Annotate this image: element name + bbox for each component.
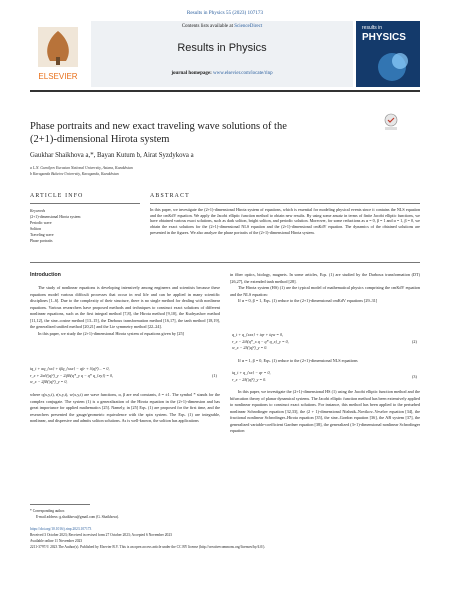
right-paragraph-1: in fiber optics, biology, magnets. In some articles, Eqs. (1) are studied by the Darboux transformation (DT) [26,27], the extended tanh method [28]. <box>230 272 420 284</box>
email-note[interactable]: E-mail address: g.shaikhova@gmail.com (G. Shaikhova). <box>36 515 119 519</box>
received-dates: Received 3 October 2023; Received in revised form 27 October 2023; Accepted 6 November 2023 <box>30 533 172 537</box>
sciencedirect-link[interactable]: ScienceDirect <box>234 24 263 29</box>
right-column-2 <box>230 358 420 365</box>
keyword-1: (2+1)-dimensional Hirota system <box>30 215 81 219</box>
journal-masthead <box>91 21 353 87</box>
license-note[interactable]: 2211-3797/© 2023 The Author(s). Published by Elsevier B.V. This is an open access article under the CC BY license (http://creativecommons.org/licenses/by/4.0/). <box>30 545 266 549</box>
equation-2-number: (2) <box>412 339 417 344</box>
right-paragraph-4: If α = 1, β = 0, Eqs. (1) reduce to the (2+1)-dimensional NLS equations <box>238 358 358 363</box>
title-line-1: Phase portraits and new exact traveling wave solutions of the <box>30 121 287 132</box>
abstract-rule-bottom <box>30 262 420 263</box>
right-column-3 <box>230 389 420 435</box>
journal-citation[interactable]: Results in Physics 55 (2023) 107173 <box>186 10 264 16</box>
header-rule <box>30 90 420 92</box>
intro-paragraph-1: The study of nonlinear equations is developing intensively among engineers and scientists because these equations model various difficult processes that occur in real life and can be applied in many scientific disciplines [1–6]. Due to the complexity of their structure, there is no single method for dealing with nonlinear equations. Various researchers have proposed methods and techniques to construct exact solutions of different nonlinear equations, such as the first integral method [7,8], the Hirota method [9,10], the Kudryashov method [11,12], the sine–cosine method [13–15], the Darboux transformation method [16,17], the tanh method [18,19], the generalized unified method [20,21] and the Lie symmetry method [22–24]. <box>30 285 220 329</box>
cover-line2: PHYSICS <box>362 32 406 43</box>
cover-line1: results in <box>362 25 383 31</box>
intro-paragraph-3: where q(x,y,t), r(x,y,t), w(x,y,t) are wave functions, α, β are real constants, δ = ±1. The symbol * stands for the complex conjugate. The system (1) is a generalization of the Hirota equation in the (2+1)-dimension and has great importance for applied mathematics [25]. Namely, in [25] Eqs. (1) are proposed for the first time, and the researchers presented the gauge/geometric equivalence with the spin system. The Eqs. (1) are integrable, nonlinear, and dispersive and admits soliton solutions. As is well-known, the soliton has applications <box>30 392 220 423</box>
footnote-rule <box>30 504 90 505</box>
keywords-label: Keywords <box>30 209 46 213</box>
abstract-body: In this paper, we investigate the (2+1)-dimensional Hirota system of equations, which is essential for modeling physical events since it contains the NLS equation and the cmKdV equation. We apply the Jacobi elliptic function method to obtain new results. By using some ansatz in terms of finite Jacobi elliptic functions, we have obtained various exact solutions, such as dark soliton, bright soliton, and periodic solution. Moreover, for some reductions as α = 0, β = 1 and α = 1, β = 0, we obtain the exact solutions for the (2+1)-dimensional NLS equation and the (2+1)-dimensional cmKdV equation. The dynamics of the obtained solutions are presented in the figures. We also analyze the phase portraits of the (2+1)-dimensional Hirota system. <box>150 207 420 235</box>
abstract-heading: ABSTRACT <box>150 193 190 199</box>
homepage-link[interactable]: www.elsevier.com/locate/rinp <box>213 71 273 76</box>
abstract-rule-top <box>150 203 420 204</box>
article-info-heading: ARTICLE INFO <box>30 193 84 199</box>
contents-prefix: Contents lists available at <box>181 24 233 29</box>
keyword-4: Traveling wave <box>30 233 54 237</box>
equation-3-line-2: r_x − 2δ(|q|²)_y = 0. <box>232 376 267 382</box>
equation-1 <box>30 366 200 386</box>
journal-title: Results in Physics <box>177 42 267 54</box>
equation-2-line-3: w_x − 2δ(|q|²)_y = 0. <box>232 345 268 351</box>
equation-2-line-1: q_t + q_{xxx} + iqr + iqw = 0, <box>232 332 284 337</box>
introduction-heading: Introduction <box>30 272 61 278</box>
check-for-updates-icon[interactable] <box>383 113 399 131</box>
keyword-5: Phase portraits <box>30 239 53 243</box>
journal-cover <box>356 21 420 87</box>
affiliation-a: a L.N. Gumilyov Eurasian National University, Astana, Kazakhstan <box>30 166 133 170</box>
right-column <box>230 272 420 305</box>
equation-1-line-3: w_x − 2βδ(|q|²)_y = 0, <box>30 379 68 385</box>
info-rule-top <box>30 203 140 204</box>
equation-3 <box>232 370 402 383</box>
corresponding-author-note: * Corresponding author. <box>30 509 65 513</box>
left-column-2 <box>30 392 220 425</box>
equation-3-number: (3) <box>412 374 417 379</box>
equation-1-line-1: iq_t + αq_{xx} + iβq_{xxx} − q(r + δ|q|²)... = 0, <box>30 366 110 371</box>
right-paragraph-3: If α = 0, β = 1, Eqs. (1) reduce to the (2+1)-dimensional cmKdV equations [29–31] <box>238 298 378 303</box>
affiliation-b: b Karaganda Buketov University, Karaganda, Kazakhstan <box>30 172 119 176</box>
intro-paragraph-2: In this paper, we study the (2+1)-dimensional Hirota system of equations given by [25] <box>38 330 184 336</box>
journal-header <box>30 21 420 87</box>
keyword-2: Periodic wave <box>30 221 52 225</box>
article-title <box>30 120 370 146</box>
authors: Gaukhar Shaikhova a,*, Bayan Kutum b, Airat Syzdykova a <box>30 152 194 159</box>
contents-line <box>91 24 353 29</box>
homepage-line <box>91 71 353 76</box>
right-paragraph-5: In this paper, we investigate the (2+1)-dimensional HS (1) using the Jacobi elliptic function method and the bifurcation theory of planar dynamical systems. The Jacobi elliptic function method has been extensively applied to nonlinear equations to construct exact solutions. For instance, this method has been applied to the perturbed nonlinear Schrodinger equation [32,33], the (2 + 1)-dimensional Nizhnik–Novikov–Veselov equation [34], the fractional nonlinear Schrodinger–Hirota equation [35], the sine–Gordon equation [36], the AB system [37], the generalized variable-coefficient Gardner equation [38], the generalized (3+1)-dimensional nonlinear Schrodinger equation <box>230 389 420 433</box>
doi-link[interactable]: https://doi.org/10.1016/j.rinp.2023.107173 <box>30 527 92 531</box>
keyword-3: Soliton <box>30 227 41 231</box>
left-column <box>30 285 220 337</box>
elsevier-wordmark: ELSEVIER <box>38 72 78 81</box>
right-paragraph-2: The Hirota system (HS) (1) are the typical model of mathematical physics comprising the cmKdV equation and the NLS equation: <box>230 285 420 297</box>
equation-2 <box>232 332 402 352</box>
title-line-2: (2+1)-dimensional Hirota system <box>30 134 170 145</box>
equation-1-number: (1) <box>212 373 217 378</box>
homepage-prefix: journal homepage: <box>171 71 212 76</box>
equation-3-line-1: iq_t + q_{xx} − qr = 0, <box>232 370 271 375</box>
cover-art <box>356 45 420 87</box>
available-online: Available online 11 November 2023 <box>30 539 83 543</box>
equation-1-line-2: r_x + 2α∂(|q|²)_y − 2iβδ(q*_y q − q* q_{xy}) = 0, <box>30 372 114 378</box>
equation-2-line-2: r_x − 2iδ(q*_x q − q* q_x)_y = 0, <box>232 338 289 344</box>
elsevier-logo <box>30 21 86 87</box>
